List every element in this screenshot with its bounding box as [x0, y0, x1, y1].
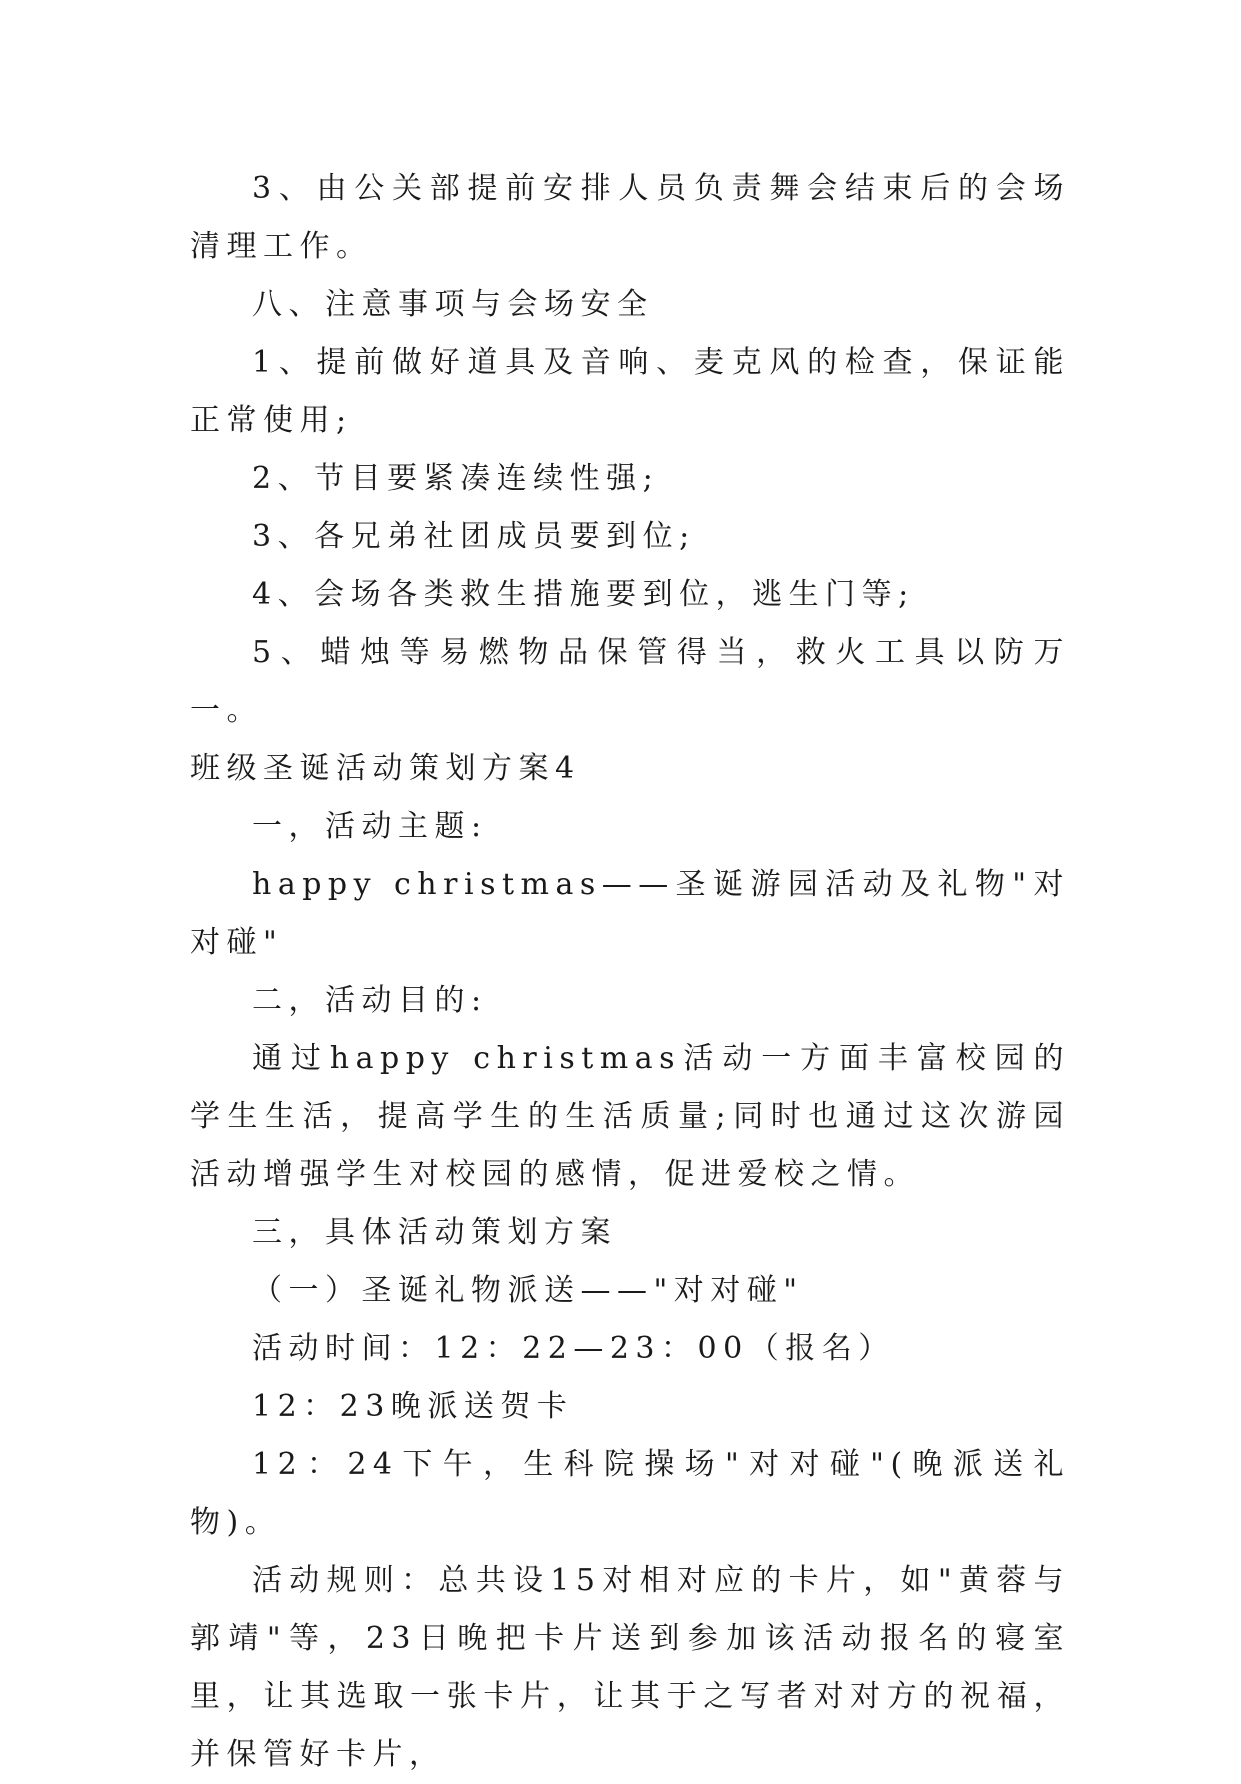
list-item-program-pacing: 2、节目要紧凑连续性强;: [252, 461, 660, 496]
section-heading-purpose: 二，活动目的:: [252, 983, 488, 1018]
paragraph-cleanup: 3、由公关部提前安排人员负责舞会结束后的会场清理工作。: [190, 171, 1070, 264]
subsection-heading-gift: （一）圣诞礼物派送——"对对碰": [252, 1273, 804, 1308]
document-body: [190, 160, 1070, 1784]
plan-title: 班级圣诞活动策划方案4: [190, 751, 581, 786]
paragraph-gift-delivery: 12：24下午，生科院操场"对对碰"(晚派送礼物)。: [190, 1447, 1070, 1540]
paragraph-purpose: 通过happy christmas活动一方面丰富校园的学生生活，提高学生的生活质量;同时也通过这次游园活动增强学生对校园的感情，促进爱校之情。: [190, 1041, 1070, 1192]
paragraph-rules: 活动规则：总共设15对相对应的卡片，如"黄蓉与郭靖"等，23日晚把卡片送到参加该活动报名的寝室里，让其选取一张卡片，让其于之写者对对方的祝福，并保管好卡片，: [190, 1563, 1070, 1772]
list-item-rescue-measures: 4、会场各类救生措施要到位，逃生门等;: [252, 577, 915, 612]
paragraph-activity-time: 活动时间：12：22—23：00（报名）: [252, 1331, 895, 1366]
section-heading-safety: 八、注意事项与会场安全: [252, 287, 654, 322]
section-heading-theme: 一，活动主题:: [252, 809, 488, 844]
list-item-club-members: 3、各兄弟社团成员要到位;: [252, 519, 696, 554]
list-item-fire-safety: 5、蜡烛等易燃物品保管得当，救火工具以防万一。: [190, 635, 1070, 728]
paragraph-card-delivery: 12：23晚派送贺卡: [252, 1389, 574, 1424]
section-heading-plan: 三，具体活动策划方案: [252, 1215, 617, 1250]
paragraph-theme: happy christmas——圣诞游园活动及礼物"对对碰": [190, 867, 1070, 960]
list-item-equipment-check: 1、提前做好道具及音响、麦克风的检查，保证能正常使用;: [190, 345, 1070, 438]
